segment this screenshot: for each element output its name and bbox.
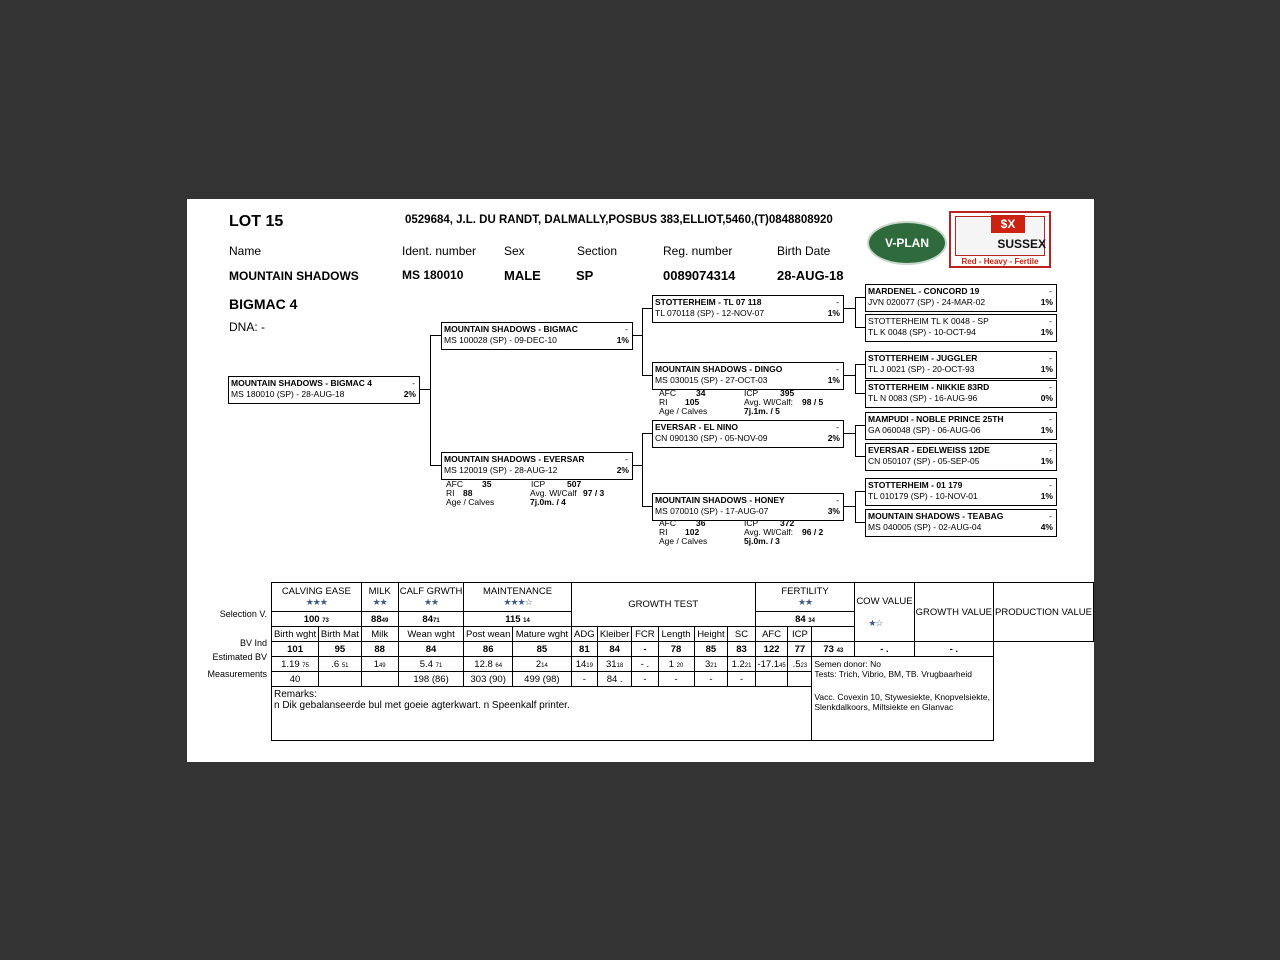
pedigree-sire: MOUNTAIN SHADOWS - BIGMAC - MS 100028 (SP) - 09-DEC-10 1% (441, 322, 633, 350)
pedigree-ggp-2: STOTTERHEIM TL K 0048 - SP - TL K 0048 (SP) - 10-OCT-94 1% (865, 314, 1057, 342)
row-label-measurements: Measurements (207, 669, 267, 679)
calf-stars-icon: ★★ (423, 597, 439, 607)
dam-performance: AFC 35 ICP 507 RI 88 Avg. Wl/Calf 97 / 3 Age / Calves 7j.0m. / 4 (446, 479, 605, 507)
sire-dam-performance: AFC 34 ICP 395 RI 105 Avg. Wl/Calf: 98 / 5 Age / Calves 7j.1m. / 5 (659, 388, 824, 416)
sel-calving: 100 73 (272, 612, 362, 627)
pedigree-ggp-7: STOTTERHEIM - 01 179 - TL 010179 (SP) - 10-NOV-01 1% (865, 478, 1057, 506)
value-section: SP (576, 268, 594, 283)
sel-fert: 84 34 (755, 612, 855, 627)
fert-stars-icon: ★★ (797, 597, 813, 607)
sel-maint: 115 14 (464, 612, 571, 627)
value-name: MOUNTAIN SHADOWS (229, 269, 359, 283)
pedigree-dam-sire: EVERSAR - EL NINO - CN 090130 (SP) - 05-NOV-09 2% (652, 420, 844, 448)
pedigree-sire-dam: MOUNTAIN SHADOWS - DINGO - MS 030015 (SP) - 27-OCT-03 1% (652, 362, 844, 390)
pedigree-subject: MOUNTAIN SHADOWS - BIGMAC 4 - MS 180010 (SP) - 28-AUG-18 2% (228, 376, 420, 404)
owner-info: 0529684, J.L. DU RANDT, DALMALLY,POSBUS 383,ELLIOT,5460,(T)0848808920 (405, 214, 833, 226)
value-ident: MS 180010 (402, 268, 464, 282)
label-birth: Birth Date (777, 244, 831, 258)
group-fertility: FERTILITY ★★ (755, 583, 855, 612)
pedigree-ggp-6: EVERSAR - EDELWEISS 12DE - CN 050107 (SP) - 05-SEP-05 1% (865, 443, 1057, 471)
semen-donor: Semen donor: No (814, 659, 881, 669)
sussex-logo: $X SUSSEX Red - Heavy - Fertile (949, 211, 1051, 268)
growth-value: GROWTH VALUE (914, 583, 993, 642)
pedigree-sheet (187, 199, 1094, 762)
breeding-values-table (271, 582, 1094, 741)
vplan-logo: V-PLAN (867, 221, 947, 265)
group-growth-test: GROWTH TEST (571, 583, 755, 627)
dam-dam-performance: AFC 36 ICP 372 RI 102 Avg. Wl/Calf: 96 / 2 Age / Calves 5j.0m. / 3 (659, 518, 824, 546)
pedigree-ggp-5: MAMPUDI - NOBLE PRINCE 25TH - GA 060048 (SP) - 06-AUG-06 1% (865, 412, 1057, 440)
group-calving-ease: CALVING EASE ★★★ (272, 583, 362, 612)
cow-value: COW VALUE ★☆ (855, 583, 914, 642)
label-ident: Ident. number (402, 244, 477, 258)
sel-calf: 8471 (398, 612, 464, 627)
pedigree-ggp-3: STOTTERHEIM - JUGGLER - TL J 0021 (SP) - 20-OCT-93 1% (865, 351, 1057, 379)
pedigree-ggp-8: MOUNTAIN SHADOWS - TEABAG - MS 040005 (SP) - 02-AUG-04 4% (865, 509, 1057, 537)
value-reg: 0089074314 (663, 268, 736, 283)
dna-status: DNA: - (229, 320, 265, 334)
row-label-selection: Selection V. (219, 609, 267, 619)
pedigree-ggp-4: STOTTERHEIM - NIKKIE 83RD - TL N 0083 (SP) - 16-AUG-96 0% (865, 380, 1057, 408)
value-sex: MALE (504, 268, 541, 283)
lot-number: LOT 15 (229, 213, 284, 230)
group-maintenance: MAINTENANCE ★★★☆ (464, 583, 571, 612)
group-milk: MILK ★★ (361, 583, 398, 612)
label-sex: Sex (504, 244, 525, 258)
animal-name: BIGMAC 4 (229, 296, 298, 312)
vaccinations: Vacc. Covexin 10, Stywesiekte, Knopvelsiekte, Slenkdalkoors, Miltsiekte en Glanvac (814, 692, 990, 712)
tests: Tests: Trich, Vibrio, BM, TB. Vrugbaarheid (814, 669, 972, 679)
pedigree-dam-dam: MOUNTAIN SHADOWS - HONEY - MS 070010 (SP) - 17-AUG-07 3% (652, 493, 844, 521)
group-calf-growth: CALF GRWTH ★★ (398, 583, 464, 612)
pedigree-dam: MOUNTAIN SHADOWS - EVERSAR - MS 120019 (SP) - 28-AUG-12 2% (441, 452, 633, 480)
label-name: Name (229, 244, 262, 258)
calving-stars-icon: ★★★ (305, 597, 327, 607)
notes-panel (812, 657, 994, 741)
pedigree-ggp-1: MARDENEL - CONCORD 19 - JVN 020077 (SP) - 24-MAR-02 1% (865, 284, 1057, 312)
pedigree-sire-sire: STOTTERHEIM - TL 07 118 - TL 070118 (SP) - 12-NOV-07 1% (652, 295, 844, 323)
row-label-bvind: BV Ind (239, 638, 267, 648)
column-headers: Birth wght Birth Mat Milk Wean wght Post wean Mature wght ADG Kleiber FCR Length Height SC AFC ICP (272, 627, 1094, 642)
estimated-bv-row: 1.19 75 .6 51 149 5.4 71 12.8 64 214 1419 3118 - . 1 20 321 1.221 -17.145 .523 Semen donor: No Tests: Trich, Vibrio, BM, TB. Vrugbaarheid Vacc. Covexin 10, Stywesiekte, Knopvelsiekte, Slenkdalkoors, Miltsiekte en Glanvac (272, 657, 1094, 672)
production-value: PRODUCTION VALUE (994, 583, 1094, 642)
measurements-row: 40 198 (86) 303 (90) 499 (98) - 84 . - - - - (272, 672, 1094, 687)
remarks: Remarks: n Dik gebalanseerde bul met goeie agterkwart. n Speenkalf printer. (272, 687, 812, 741)
row-label-ebv: Estimated BV (212, 652, 267, 662)
cow-stars-icon: ★☆ (868, 617, 883, 628)
label-reg: Reg. number (663, 244, 733, 258)
milk-stars-icon: ★★ (372, 597, 387, 607)
bv-index-row: 101 95 88 84 86 85 81 84 - 78 85 83 122 77 73 43 - . - . (272, 642, 1094, 657)
value-birth: 28-AUG-18 (777, 268, 844, 283)
label-section: Section (577, 244, 618, 258)
sel-milk: 8849 (361, 612, 398, 627)
maint-stars-icon: ★★★☆ (503, 597, 532, 607)
